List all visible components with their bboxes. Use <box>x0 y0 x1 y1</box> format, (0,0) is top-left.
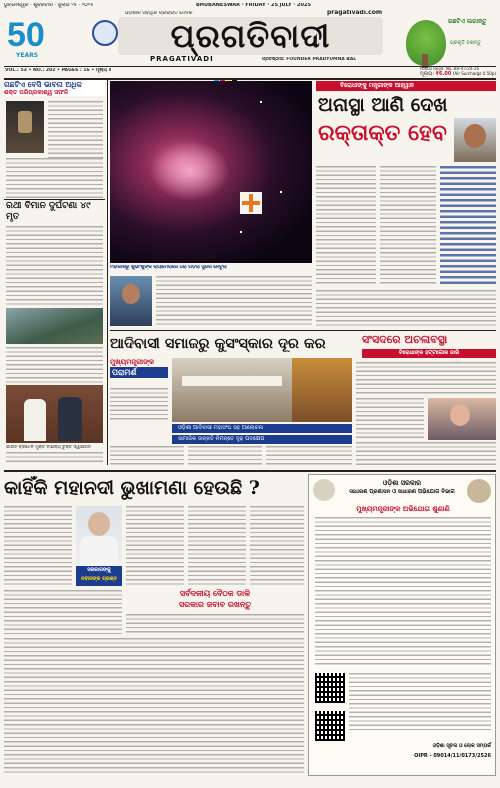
tribal-banner <box>110 333 360 355</box>
tribal-body-3 <box>266 446 352 466</box>
promo-word: ଗଛଟିଏ ଲଗାନ୍ତୁ <box>448 18 487 25</box>
top-story-headline-2: ରକ୍ତାକ୍ତ ହେବ <box>318 120 447 146</box>
nebula-glow <box>150 141 230 201</box>
flag-marker-icon <box>240 192 262 214</box>
mahanadi-body-5 <box>4 590 122 634</box>
ad-body-2 <box>349 673 491 733</box>
top-story-body-1 <box>316 166 376 286</box>
statue-icon <box>18 111 32 133</box>
parliament-banner-headline: ସଂସଦରେ ଅଚଳାବସ୍ଥା <box>362 333 448 346</box>
top-story-body-2 <box>380 166 436 286</box>
tribal-body-2 <box>188 446 262 466</box>
qr-code-icon[interactable] <box>315 673 345 703</box>
bottom-rule <box>4 470 496 472</box>
badge-line-1: ସରକାରଙ୍କୁ <box>87 567 111 573</box>
title-plate <box>118 17 383 55</box>
star-icon <box>260 101 262 103</box>
mahanadi-headline: କାହିଁକି ମହାନଦୀ ଭୁଖାମଣା ହେଉଛି ? <box>4 477 260 499</box>
ad-body <box>315 517 491 667</box>
cosmos-caption-band <box>110 264 312 274</box>
parliament-body-2 <box>356 398 424 440</box>
mahanadi-body-3 <box>188 506 246 586</box>
left-column-rule <box>107 80 108 465</box>
qr-code-icon[interactable] <box>315 711 345 741</box>
cm-advice-label <box>110 358 168 384</box>
naveen-badge <box>76 566 122 586</box>
price-block <box>420 71 496 77</box>
parliament-subhead: ବିରୋଧୀଙ୍କ ହଟ୍ଟଗୋଳ ଜାରି <box>398 350 460 356</box>
left-story2-body-2 <box>6 347 103 383</box>
person-figure-2 <box>58 397 82 441</box>
top-story-kicker-bar <box>316 81 496 91</box>
left-story2-headline: ରଥୀ ବିମାନ ଦୁର୍ଘଟଣା ୪୯ ମୃତ <box>6 201 91 222</box>
star-icon <box>280 191 282 193</box>
cosmos-body <box>156 276 312 326</box>
parliament-sub-bar <box>362 349 496 358</box>
tribal-bullet-2-bar <box>172 435 352 444</box>
ad-gov-name: ଓଡ଼ିଶା ସରକାର <box>382 479 422 487</box>
face-figure <box>450 404 470 426</box>
cm-portrait <box>467 479 491 503</box>
price-note: (Air Surcharge 0.50p) <box>452 71 496 76</box>
meeting-table <box>182 376 282 386</box>
anniversary-text: YEARS <box>16 52 39 59</box>
cm-label-2: ପରାମର୍ଶ <box>110 367 168 378</box>
anniversary-logo <box>5 16 65 64</box>
left-story1-photo <box>6 101 44 153</box>
tree-promo <box>398 16 494 72</box>
tribal-body-intro <box>110 388 168 422</box>
sonia-gandhi-photo <box>428 398 496 440</box>
top-story-body-3 <box>316 290 496 326</box>
website[interactable]: pragativadi.com <box>327 10 383 16</box>
star-icon <box>240 231 242 233</box>
left-story1-header <box>4 80 105 96</box>
mahanadi-body-7 <box>4 638 304 774</box>
tribal-meeting-photo <box>172 358 292 422</box>
paper-title-roman: PRAGATIVADI <box>150 55 214 63</box>
promo-line: ପ୍ରକୃତି ବଞ୍ଚାନ୍ତୁ <box>450 40 481 46</box>
cosmos-caption: ମହାକାଶରୁ ଶୁଭାଂଶୁଙ୍କ କ୍ୟାମେରାରେ ଧରା ପଡ଼ିଲା ସୁନ୍ଦର ନେବୁଲା <box>110 265 227 270</box>
paper-title: ପ୍ରଗତିବାଦୀ <box>170 17 331 55</box>
top-story-kicker: ବିରୋଧୀଙ୍କୁ ମନ୍ତ୍ରୀଙ୍କ ଆହ୍ୱାନ <box>340 82 415 89</box>
left-story1-body <box>48 101 103 161</box>
anniversary-number: 50 <box>7 16 45 54</box>
person-figure-1 <box>24 399 46 441</box>
ad-subhead: ମୁଖ୍ୟମନ୍ତ୍ରୀଙ୍କ ଅଭିଯୋଗ ଶୁଣାଣି <box>356 505 450 513</box>
banner-top-rule <box>110 330 496 331</box>
postal-reg: Postal Regd. No. BH-47/24-26 <box>420 66 480 71</box>
subhead-line-2: ସରକାର ଜବାବ ରଖନ୍ତୁ <box>178 600 252 609</box>
face-figure <box>88 512 110 536</box>
top-story-headline-1: ଅନାସ୍ଥା ଆଣି ଦେଖ <box>318 94 448 116</box>
left-caption-lines <box>6 452 103 462</box>
mahanadi-body-4 <box>250 506 304 586</box>
badge-line-2: ନବୀନଙ୍କ ପ୍ରଶ୍ନ <box>81 576 117 582</box>
cm-label-1: ମୁଖ୍ୟମନ୍ତ୍ରୀଙ୍କ <box>110 358 155 366</box>
government-advert <box>308 474 496 776</box>
left-divider <box>4 199 105 200</box>
mahanadi-body-1 <box>4 506 72 586</box>
ad-footer-2: OIPR - 09014/11/0173/2526 <box>414 753 491 759</box>
tribal-banner-headline: ଆଦିବାସୀ ସମାଜରୁ କୁସଂସ୍କାର ଦୂର କର <box>110 336 326 352</box>
astronaut-photo <box>110 276 152 326</box>
ad-footer-1: ଓଡ଼ିଶା ସୂଚନା ଓ ଲୋକ ସମ୍ପର୍କ <box>432 743 491 749</box>
top-story-highlight-box <box>440 166 496 286</box>
mahanadi-body-2 <box>126 506 184 586</box>
mahanadi-subhead <box>126 588 304 610</box>
crash-site-photo <box>6 308 103 344</box>
shoulders-figure <box>80 536 118 564</box>
left-story1-subhead: ଶକ୍ତ ପରିପ୍ରକାଶ୍ୱ ସଫଳି <box>4 89 69 96</box>
subhead-line-1: ସର୍ବଦଳୀୟ ବୈଠକ ଡାକି <box>179 589 251 598</box>
minister-photo <box>454 118 496 162</box>
mahanadi-banner <box>4 474 304 502</box>
founder-line: ପ୍ରତିଷ୍ଠାତା: FOUNDER PRADYUMNA BAL <box>262 57 357 62</box>
left-story1-body-2 <box>6 158 103 198</box>
left-story1-headline: ଗଛଟିଏ ବେସି ଭାବନା ଅଧିକ <box>4 80 82 89</box>
face-figure <box>464 124 486 148</box>
parliament-body-3 <box>356 442 496 466</box>
mahanadi-body-6 <box>126 614 304 634</box>
tribal-meeting-photo-2 <box>292 358 352 422</box>
state-emblem-icon <box>313 479 335 501</box>
pm-meeting-caption: ଭାରତ-ବ୍ରିଟେନ ମୁକ୍ତ ବାଣିଜ୍ୟ ଚୁକ୍ତି ସ୍ୱାକ୍ଷରିତ <box>6 445 92 450</box>
face-figure <box>122 284 140 304</box>
tribal-body-1 <box>110 446 184 466</box>
tribal-bullet-1: ଓଡ଼ିଶା ଆଦିବାସୀ ମହାସଂଘ ସହ ଆଲୋଚନା <box>178 425 264 431</box>
emblem-icon <box>92 20 118 46</box>
price: ₹6.00 <box>435 71 452 77</box>
tagline: ଓଡ଼ିଶାର ସର୍ବାଧିକ ପ୍ରଚାରିତ ଦୈନିକ <box>125 11 193 16</box>
tribal-bullet-2: ସାମାଜିକ ଉନ୍ନତି ନିମନ୍ତେ ଦୃଢ଼ ପଦକ୍ଷେପ <box>178 436 265 442</box>
top-date-english: BHUBANESWAR · FRIDAY · 25 JULY · 2025 <box>196 3 311 8</box>
top-date-odia: ଭୁବନେଶ୍ୱର · ଶୁକ୍ରବାର · ଜୁଲାଇ ୨୫ · ୨୦୨୫ <box>4 3 94 8</box>
issue-info: VOL.: 53 • NO.: 202 • PAGES : 16 • ମୂଲ୍ୟ ୫ <box>5 68 112 73</box>
ad-headline: ସାଧାରଣ ପ୍ରଶାସନ ଓ ସାଧାରଣ ଅଭିଯୋଗ ବିଭାଗ <box>349 489 455 495</box>
nebula-photo <box>110 81 312 263</box>
naveen-patnaik-photo <box>76 506 122 564</box>
tribal-bullet-1-bar <box>172 424 352 433</box>
price-label: ମୂଲ୍ୟ: <box>420 71 434 77</box>
parliament-banner <box>362 333 496 347</box>
parliament-body-1 <box>356 362 496 396</box>
left-story2-body <box>6 226 103 306</box>
pm-meeting-photo <box>6 385 103 443</box>
